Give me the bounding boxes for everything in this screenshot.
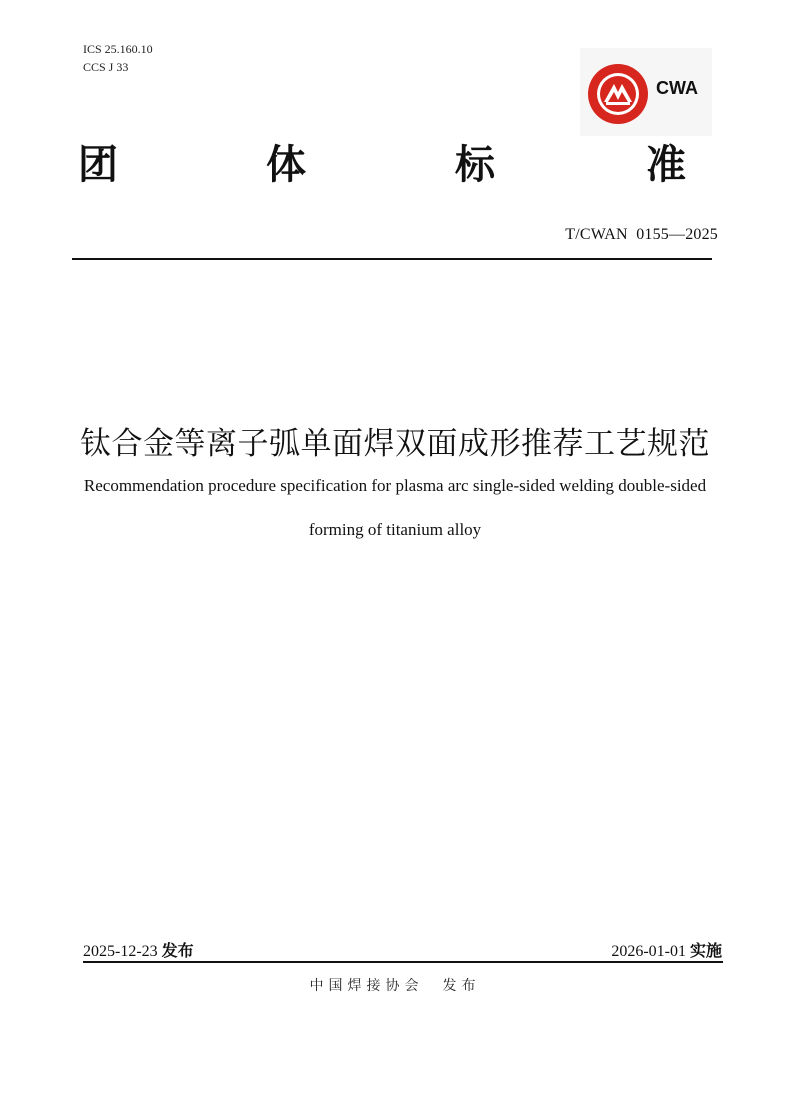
ics-code: ICS 25.160.10 bbox=[83, 42, 153, 56]
logo-text: CWA bbox=[656, 78, 698, 98]
standard-type-char: 标 bbox=[455, 142, 495, 188]
cwa-logo bbox=[580, 48, 712, 136]
standard-type-char: 准 bbox=[646, 142, 686, 188]
standard-number: T/CWAN 0155—2025 bbox=[565, 226, 718, 243]
cwa-emblem-icon bbox=[586, 62, 650, 126]
publisher: 中国焊接协会 发布 bbox=[309, 978, 481, 994]
ccs-code: CCS J 33 bbox=[83, 60, 129, 74]
publish-date-value: 2025-12-23 bbox=[83, 943, 158, 960]
standard-type-char: 团 bbox=[78, 142, 118, 188]
standard-type-char: 体 bbox=[266, 142, 306, 188]
implement-date-value: 2026-01-01 bbox=[611, 943, 686, 960]
implement-label: 实施 bbox=[689, 941, 722, 960]
title-english-line2: forming of titanium alloy bbox=[308, 520, 482, 539]
implement-date bbox=[611, 938, 722, 961]
publish-label: 发布 bbox=[161, 941, 194, 960]
title-chinese: 钛合金等离子弧单面焊双面成形推荐工艺规范 bbox=[80, 426, 710, 462]
title-english-line1: Recommendation procedure specification for plasma arc single-sided welding double-sided bbox=[83, 476, 707, 495]
header-divider bbox=[72, 258, 712, 260]
footer-divider bbox=[83, 961, 723, 963]
publish-date bbox=[83, 938, 194, 961]
